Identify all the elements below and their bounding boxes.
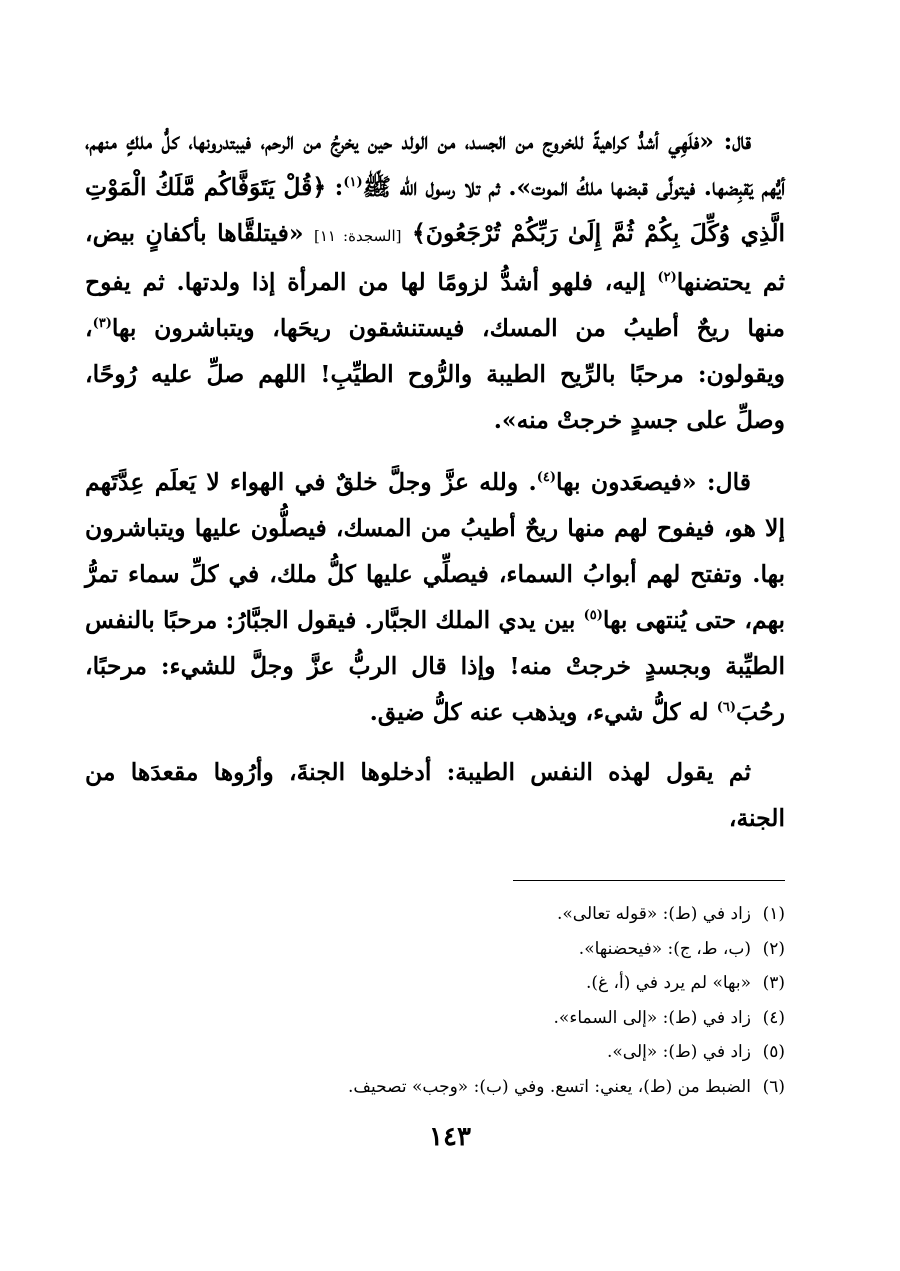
footnote-marker: (١)	[343, 175, 363, 191]
footnote-number: (٥)	[762, 1042, 785, 1062]
footnote-number: (١)	[762, 904, 785, 924]
footnote-number: (٣)	[762, 973, 785, 993]
footnote-2	[85, 932, 785, 967]
main-text	[85, 118, 785, 841]
footnote-separator	[513, 880, 785, 881]
page-number: ١٤٣	[429, 1122, 471, 1152]
text-segment: بين يدي الملك الجبَّار. فيقول الجبَّارُ: مرحبًا بالنفس الطيِّبة وبجسدٍ خرجتْ منه! وإذا قال الربُّ عزَّ وجلَّ للشيء: مرحبًا، رحُبَ	[85, 606, 785, 726]
footnote-text: «بها» لم يرد في (أ، غ).	[585, 973, 751, 993]
footnote-marker: (٥)	[583, 608, 603, 624]
paragraph-2	[85, 459, 785, 735]
footnote-text: زاد في (ط): «قوله تعالى».	[557, 904, 751, 924]
footnotes-list	[85, 897, 785, 1104]
footnote-number: (٦)	[762, 1076, 785, 1097]
footnote-3	[85, 966, 785, 1001]
footnote-6	[85, 1070, 785, 1105]
text-segment: ، ويقولون: مرحبًا بالرِّيح الطيبة والرُّوح الطيِّبِ! اللهم صلِّ عليه رُوحًا، وصلِّ على جسدٍ خرجتْ منه».	[85, 314, 785, 434]
text-segment: . ولله عزَّ وجلَّ خلقٌ في الهواء لا يَعلَم عِدَّتَهم إلا هو، فيفوح لهم منها ريحٌ أطيبُ من المسك، فيصلُّون عليها ويتباشرون بها. وتفتح لهم أبوابُ السماء، فيصلِّي عليها كلُّ ملك، في كلِّ سماء تمرُّ بهم، حتى يُنتهى بها	[85, 468, 785, 634]
text-segment: «فيتلقَّاها بأكفانٍ بيض، ثم يحتضنها	[85, 219, 785, 296]
sura-reference: [السجدة: ١١]	[314, 227, 402, 245]
footnote-marker: (٢)	[657, 270, 677, 286]
footnote-1	[85, 897, 785, 932]
footnote-text: الضبط من (ط)، يعني: اتسع. وفي (ب): «وجب» تصحيف.	[348, 1076, 751, 1097]
footnote-text: (ب، ط، ج): «فيحضنها».	[578, 938, 751, 959]
text-segment: إليه، فلهو أشدُّ لزومًا لها من المرأة إذا ولدتها. ثم يفوح منها ريحٌ أطيبُ من المسك، فيستنشقون ريحَها، ويتباشرون بها	[85, 268, 785, 342]
footnote-marker: (٤)	[536, 470, 556, 486]
text-segment: :	[326, 173, 344, 201]
footnote-number: (٢)	[762, 938, 785, 959]
text-segment: قال: «فيصعَدون بها	[556, 468, 751, 496]
footnote-marker: (٣)	[92, 316, 112, 332]
footnote-marker: (٦)	[716, 700, 737, 716]
footnote-text: زاد في (ط): «إلى السماء».	[553, 1007, 751, 1028]
quran-verse: ﴿قُلْ يَتَوَفَّاكُم مَّلَكُ الْمَوْتِ الَّذِي وُكِّلَ بِكُمْ ثُمَّ إِلَىٰ رَبِّكُمْ تُرْجَعُونَ﴾	[85, 173, 786, 247]
footnote-4	[85, 1001, 785, 1036]
text-segment: له كلُّ شيء، ويذهب عنه كلُّ ضيق.	[369, 698, 717, 726]
text-segment: ثم يقول لهذه النفس الطيبة: أدخلوها الجنةَ، وأرُوها مقعدَها من الجنة،	[85, 758, 785, 832]
paragraph-3	[85, 749, 785, 841]
footnote-number: (٤)	[762, 1007, 785, 1028]
text-segment	[401, 219, 411, 247]
footnote-text: زاد في (ط): «إلى».	[606, 1042, 751, 1062]
paragraph-1	[85, 118, 785, 443]
footnote-5	[85, 1035, 785, 1070]
text-segment: قال: «فلَهِي أشدُّ كراهيةً للخروج من الجسد، من الولد حين يخرجُ من الرحم، فيبتدرونها، كلُّ ملكٍ منهم، أيُّهم يَقبِضها. فيتولَّى قبضها ملكُ الموت». ثم تلا رسول الله ﷺ	[85, 127, 785, 201]
